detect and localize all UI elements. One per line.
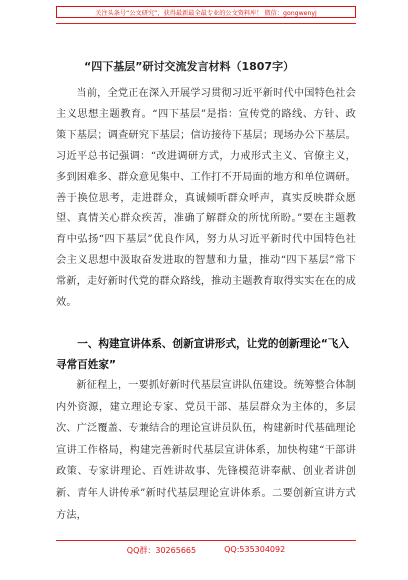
paragraph-2: 新征程上，一要抓好新时代基层宣讲队伍建设。统筹整合体制内外资源，建立理论专家、党员干部、基层群众为主体的，多层次、广泛覆盖、专兼结合的理论宣讲员队伍，构建新时代基础理论宣讲工作格局，构建完善新时代基层宣讲体系，加快构建“干部讲政策、专家讲理论、百姓讲故事、先锋模范讲奉献、创业者讲创新、青年人讲传承”新时代基层理论宣讲体系。二要创新宣讲方式方法，	[56, 380, 356, 521]
paragraph-1: 当前，全党正在深入开展学习贯彻习近平新时代中国特色社会主义思想主题教育。“四下基层”是指：宣传党的路线、方针、政策下基层；调查研究下基层；信访接待下基层；现场办公下基层。习近平总书记强调：“改进调研方式，力戒形式主义、官僚主义，多到困难多、群众意见集中、工作打不开局面的地方和单位调研。善于换位思考，走进群众，真诚倾听群众呼声，真实反映群众愿望、真情关心群众疾苦，准确了解群众的所忧所盼。”要在主题教育中弘扬“四下基层”优良作风，努力从习近平新时代中国特色社会主义思想中汲取奋发进取的智慧和力量，推动“四下基层”常下常新，走好新时代党的群众路线，推动主题教育取得实实在在的成效。	[56, 88, 356, 309]
document-title: “四下基层”研讨交流发言材料（1807字）	[84, 60, 295, 73]
header-divider	[56, 23, 356, 24]
header-notice: 关注头条号“公文研究”，获得最新最全最专业的公文资料库！ 微信：gongwenyj	[95, 9, 317, 17]
footer-qq: QQ:535304092	[224, 545, 286, 554]
section-heading-1: 一、构建宣讲体系、创新宣讲形式，让党的创新理论“飞入寻常百姓家”	[56, 338, 349, 371]
footer-qq-group: QQ群：30265665	[126, 546, 197, 555]
footer-divider	[56, 540, 356, 541]
header-notice-box	[56, 6, 356, 18]
footer	[56, 545, 356, 556]
